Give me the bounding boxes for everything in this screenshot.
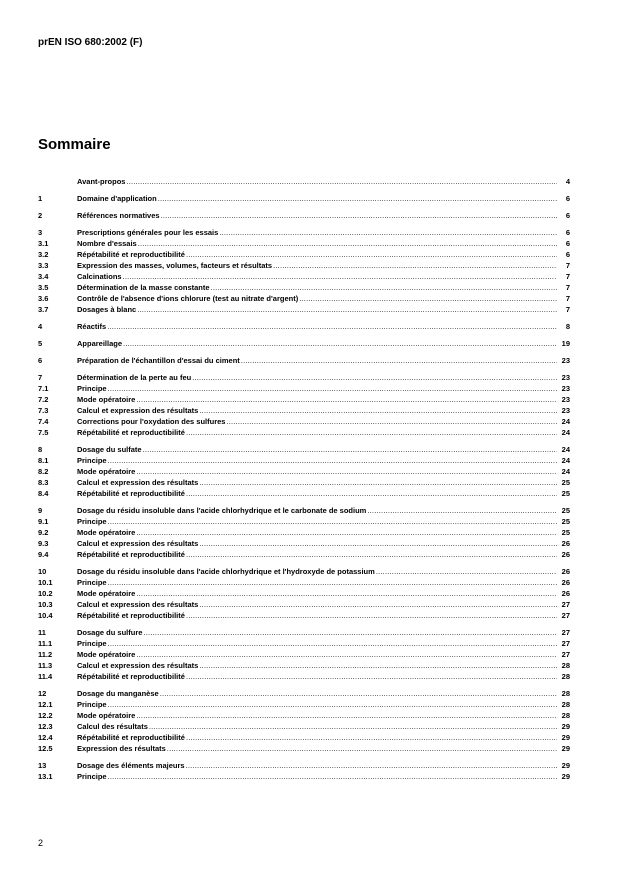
toc-entry-page: 29 [561, 744, 570, 753]
toc-entry-page: 26 [561, 539, 570, 548]
toc-entry-title: Prescriptions générales pour les essais [77, 228, 219, 237]
toc-entry-page: 26 [561, 589, 570, 598]
toc-dot-leader [136, 466, 557, 477]
toc-dot-leader [108, 516, 557, 527]
toc-entry-title: Réactifs [77, 322, 107, 331]
toc-dot-leader [199, 477, 557, 488]
toc-entry[interactable] [38, 710, 570, 721]
toc-entry-number: 10.4 [38, 611, 53, 620]
toc-entry-page: 23 [561, 356, 570, 365]
toc-entry-title: Mode opératoire [77, 589, 136, 598]
toc-entry-number: 8.4 [38, 489, 49, 498]
toc-dot-leader [299, 293, 557, 304]
toc-entry[interactable] [38, 688, 570, 699]
toc-dot-leader [211, 282, 557, 293]
toc-entry-page: 8 [565, 322, 570, 331]
toc-entry[interactable] [38, 444, 570, 455]
document-header: prEN ISO 680:2002 (F) [38, 37, 143, 48]
toc-dot-leader [199, 660, 557, 671]
toc-entry-page: 7 [565, 261, 570, 270]
toc-entry[interactable] [38, 304, 570, 315]
toc-entry-title: Avant-propos [77, 177, 126, 186]
toc-entry-number: 7 [38, 373, 43, 382]
toc-dot-leader [126, 176, 557, 187]
toc-dot-leader [376, 566, 557, 577]
toc-entry-title: Expression des masses, volumes, facteurs et résultats [77, 261, 273, 270]
toc-entry-page: 26 [561, 578, 570, 587]
toc-entry[interactable] [38, 372, 570, 383]
toc-entry-title: Calcul et expression des résultats [77, 600, 199, 609]
toc-dot-leader [186, 488, 557, 499]
toc-entry-page: 25 [561, 478, 570, 487]
toc-entry[interactable] [38, 743, 570, 754]
toc-entry-number: 9.3 [38, 539, 49, 548]
toc-entry-number: 10.1 [38, 578, 53, 587]
toc-entry-page: 29 [561, 733, 570, 742]
toc-entry-title: Principe [77, 517, 107, 526]
toc-entry-page: 6 [565, 250, 570, 259]
toc-entry-number: 10.3 [38, 600, 53, 609]
toc-entry[interactable] [38, 760, 570, 771]
toc-dot-leader [138, 238, 557, 249]
toc-entry[interactable] [38, 193, 570, 204]
toc-entry-page: 7 [565, 305, 570, 314]
toc-entry-page: 6 [565, 211, 570, 220]
toc-entry[interactable] [38, 627, 570, 638]
toc-entry-page: 24 [561, 428, 570, 437]
toc-entry-number: 2 [38, 211, 43, 220]
toc-entry[interactable] [38, 588, 570, 599]
toc-entry[interactable] [38, 321, 570, 332]
toc-entry-title: Principe [77, 639, 107, 648]
toc-entry-title: Mode opératoire [77, 650, 136, 659]
toc-entry-number: 3 [38, 228, 43, 237]
toc-dot-leader [160, 688, 557, 699]
toc-entry-number: 12 [38, 689, 47, 698]
toc-entry-number: 13.1 [38, 772, 53, 781]
toc-entry-page: 23 [561, 373, 570, 382]
toc-entry-number: 12.1 [38, 700, 53, 709]
toc-entry-page: 19 [561, 339, 570, 348]
toc-dot-leader [149, 721, 557, 732]
toc-entry-number: 7.5 [38, 428, 49, 437]
toc-entry[interactable] [38, 477, 570, 488]
toc-dot-leader [192, 372, 557, 383]
toc-entry-title: Contrôle de l'absence d'ions chlorure (test au nitrate d'argent) [77, 294, 299, 303]
toc-entry[interactable] [38, 355, 570, 366]
toc-entry-page: 28 [561, 700, 570, 709]
toc-entry[interactable] [38, 732, 570, 743]
toc-entry[interactable] [38, 721, 570, 732]
toc-dot-leader [108, 638, 557, 649]
toc-dot-leader [137, 304, 557, 315]
toc-dot-leader [123, 271, 557, 282]
toc-entry-title: Domaine d'application [77, 194, 157, 203]
toc-entry-page: 7 [565, 294, 570, 303]
toc-entry-page: 28 [561, 672, 570, 681]
toc-entry-page: 29 [561, 761, 570, 770]
toc-entry[interactable] [38, 455, 570, 466]
toc-entry-title: Dosage du sulfate [77, 445, 142, 454]
toc-entry-title: Calcul et expression des résultats [77, 661, 199, 670]
toc-entry-page: 24 [561, 467, 570, 476]
toc-entry-title: Préparation de l'échantillon d'essai du ciment [77, 356, 240, 365]
toc-dot-leader [123, 338, 557, 349]
toc-dot-leader [186, 732, 557, 743]
toc-entry-title: Calcul et expression des résultats [77, 478, 199, 487]
toc-entry[interactable] [38, 649, 570, 660]
toc-dot-leader [219, 227, 557, 238]
toc-entry-number: 7.4 [38, 417, 49, 426]
toc-entry-title: Mode opératoire [77, 528, 136, 537]
toc-entry[interactable] [38, 338, 570, 349]
toc-entry-title: Dosage du résidu insoluble dans l'acide chlorhydrique et le carbonate de sodium [77, 506, 367, 515]
toc-entry-page: 27 [561, 600, 570, 609]
toc-entry-page: 28 [561, 711, 570, 720]
toc-entry-number: 10.2 [38, 589, 53, 598]
toc-dot-leader [367, 505, 557, 516]
toc-entry-number: 3.1 [38, 239, 49, 248]
toc-entry-page: 23 [561, 384, 570, 393]
toc-entry-number: 10 [38, 567, 47, 576]
toc-entry-page: 27 [561, 639, 570, 648]
toc-dot-leader [273, 260, 557, 271]
toc-entry[interactable] [38, 610, 570, 621]
toc-entry-number: 7.2 [38, 395, 49, 404]
toc-dot-leader [108, 577, 557, 588]
toc-entry[interactable] [38, 549, 570, 560]
toc-dot-leader [107, 321, 557, 332]
toc-dot-leader [167, 743, 557, 754]
toc-entry-page: 7 [565, 272, 570, 281]
toc-entry-title: Références normatives [77, 211, 160, 220]
toc-entry-number: 3.4 [38, 272, 49, 281]
toc-dot-leader [136, 527, 557, 538]
toc-entry-title: Répétabilité et reproductibilité [77, 250, 185, 259]
toc-dot-leader [186, 549, 557, 560]
toc-entry-title: Répétabilité et reproductibilité [77, 611, 185, 620]
toc-entry-title: Principe [77, 578, 107, 587]
toc-dot-leader [186, 427, 557, 438]
toc-entry-number: 3.3 [38, 261, 49, 270]
toc-dot-leader [186, 760, 557, 771]
toc-entry[interactable] [38, 505, 570, 516]
toc-entry-number: 9.2 [38, 528, 49, 537]
toc-entry-number: 4 [38, 322, 43, 331]
toc-entry-title: Détermination de la masse constante [77, 283, 210, 292]
toc-entry-title: Dosage du résidu insoluble dans l'acide chlorhydrique et l'hydroxyde de potassium [77, 567, 375, 576]
toc-entry-number: 3.5 [38, 283, 49, 292]
toc-entry-title: Répétabilité et reproductibilité [77, 428, 185, 437]
toc-entry[interactable] [38, 538, 570, 549]
toc-entry-page: 27 [561, 650, 570, 659]
toc-entry-page: 6 [565, 228, 570, 237]
toc-entry-title: Principe [77, 456, 107, 465]
toc-entry-page: 23 [561, 406, 570, 415]
toc-entry-title: Détermination de la perte au feu [77, 373, 192, 382]
toc-entry[interactable] [38, 488, 570, 499]
toc-dot-leader [199, 405, 557, 416]
toc-entry[interactable] [38, 771, 570, 782]
toc-entry-page: 25 [561, 517, 570, 526]
toc-entry-number: 12.4 [38, 733, 53, 742]
toc-entry[interactable] [38, 293, 570, 304]
toc-entry-number: 11.3 [38, 661, 53, 670]
toc-entry-page: 28 [561, 661, 570, 670]
toc-dot-leader [199, 599, 557, 610]
toc-entry[interactable] [38, 427, 570, 438]
toc-entry-title: Répétabilité et reproductibilité [77, 733, 185, 742]
toc-entry-number: 8 [38, 445, 43, 454]
toc-entry-page: 7 [565, 283, 570, 292]
toc-entry-title: Nombre d'essais [77, 239, 137, 248]
toc-entry-page: 28 [561, 689, 570, 698]
toc-entry-number: 1 [38, 194, 43, 203]
toc-entry-title: Dosage du manganèse [77, 689, 159, 698]
toc-entry-page: 25 [561, 528, 570, 537]
toc-entry-title: Principe [77, 384, 107, 393]
toc-entry[interactable] [38, 599, 570, 610]
toc-entry-title: Principe [77, 772, 107, 781]
toc-entry[interactable] [38, 227, 570, 238]
toc-entry-number: 8.2 [38, 467, 49, 476]
toc-dot-leader [199, 538, 557, 549]
toc-dot-leader [136, 394, 557, 405]
toc-dot-leader [136, 710, 557, 721]
toc-entry-number: 9 [38, 506, 43, 515]
toc-entry-page: 6 [565, 239, 570, 248]
toc-entry-number: 12.5 [38, 744, 53, 753]
toc-entry-page: 6 [565, 194, 570, 203]
toc-entry-number: 8.1 [38, 456, 49, 465]
toc-entry[interactable] [38, 210, 570, 221]
toc-entry-title: Mode opératoire [77, 467, 136, 476]
toc-entry-number: 6 [38, 356, 43, 365]
toc-entry-number: 13 [38, 761, 47, 770]
toc-entry[interactable] [38, 638, 570, 649]
toc-entry-number: 8.3 [38, 478, 49, 487]
toc-dot-leader [143, 627, 557, 638]
toc-entry-page: 27 [561, 628, 570, 637]
toc-entry-page: 24 [561, 417, 570, 426]
toc-entry-page: 4 [565, 177, 570, 186]
toc-entry[interactable] [38, 405, 570, 416]
toc-entry-page: 29 [561, 722, 570, 731]
toc-entry-number: 7.3 [38, 406, 49, 415]
toc-entry-number: 11.4 [38, 672, 53, 681]
toc-entry-title: Dosages à blanc [77, 305, 137, 314]
toc-entry-number: 3.6 [38, 294, 49, 303]
toc-entry[interactable] [38, 282, 570, 293]
toc-entry-number: 5 [38, 339, 43, 348]
toc-entry[interactable] [38, 466, 570, 477]
toc-entry-title: Répétabilité et reproductibilité [77, 672, 185, 681]
toc-entry-page: 26 [561, 550, 570, 559]
toc-entry-number: 3.2 [38, 250, 49, 259]
toc-entry[interactable] [38, 249, 570, 260]
toc-entry-title: Appareillage [77, 339, 123, 348]
toc-entry-title: Dosage des éléments majeurs [77, 761, 185, 770]
toc-entry-page: 23 [561, 395, 570, 404]
toc-dot-leader [226, 416, 557, 427]
toc-entry[interactable] [38, 566, 570, 577]
toc-dot-leader [136, 588, 557, 599]
toc-entry-title: Répétabilité et reproductibilité [77, 550, 185, 559]
toc-entry[interactable] [38, 577, 570, 588]
toc-entry-page: 26 [561, 567, 570, 576]
toc-entry[interactable] [38, 271, 570, 282]
toc-entry-title: Expression des résultats [77, 744, 166, 753]
toc-entry[interactable] [38, 176, 570, 187]
toc-entry-number: 9.1 [38, 517, 49, 526]
toc-dot-leader [108, 771, 557, 782]
toc-dot-leader [158, 193, 557, 204]
toc-entry-number: 7.1 [38, 384, 49, 393]
toc-dot-leader [161, 210, 557, 221]
toc-entry-number: 11.1 [38, 639, 53, 648]
toc-entry-title: Calcul des résultats [77, 722, 148, 731]
toc-entry-title: Calcul et expression des résultats [77, 406, 199, 415]
toc-entry-number: 9.4 [38, 550, 49, 559]
toc-entry-title: Principe [77, 700, 107, 709]
toc-dot-leader [186, 671, 557, 682]
page-number: 2 [38, 838, 44, 848]
toc-dot-leader [108, 383, 557, 394]
toc-entry-title: Calcinations [77, 272, 122, 281]
toc-dot-leader [186, 610, 557, 621]
toc-entry[interactable] [38, 527, 570, 538]
toc-entry-number: 11 [38, 628, 46, 637]
toc-entry-title: Corrections pour l'oxydation des sulfures [77, 417, 226, 426]
toc-entry[interactable] [38, 660, 570, 671]
toc-entry-title: Mode opératoire [77, 395, 136, 404]
toc-entry-number: 11.2 [38, 650, 53, 659]
toc-dot-leader [143, 444, 557, 455]
toc-entry-page: 27 [561, 611, 570, 620]
toc-dot-leader [186, 249, 557, 260]
toc-dot-leader [108, 699, 557, 710]
toc-entry-page: 24 [561, 445, 570, 454]
toc-entry-number: 12.2 [38, 711, 53, 720]
toc-entry-title: Mode opératoire [77, 711, 136, 720]
toc-entry-page: 25 [561, 506, 570, 515]
table-of-contents [38, 176, 570, 782]
toc-entry[interactable] [38, 260, 570, 271]
toc-entry-title: Répétabilité et reproductibilité [77, 489, 185, 498]
toc-dot-leader [108, 455, 557, 466]
toc-entry-page: 25 [561, 489, 570, 498]
toc-entry-number: 3.7 [38, 305, 49, 314]
toc-entry[interactable] [38, 671, 570, 682]
page-title: Sommaire [38, 136, 111, 153]
toc-dot-leader [241, 355, 557, 366]
toc-entry[interactable] [38, 394, 570, 405]
toc-entry-title: Dosage du sulfure [77, 628, 143, 637]
toc-entry[interactable] [38, 516, 570, 527]
toc-dot-leader [136, 649, 557, 660]
toc-entry[interactable] [38, 383, 570, 394]
toc-entry-number: 12.3 [38, 722, 53, 731]
toc-entry[interactable] [38, 699, 570, 710]
toc-entry-page: 24 [561, 456, 570, 465]
toc-entry[interactable] [38, 416, 570, 427]
toc-entry-title: Calcul et expression des résultats [77, 539, 199, 548]
toc-entry[interactable] [38, 238, 570, 249]
toc-entry-page: 29 [561, 772, 570, 781]
